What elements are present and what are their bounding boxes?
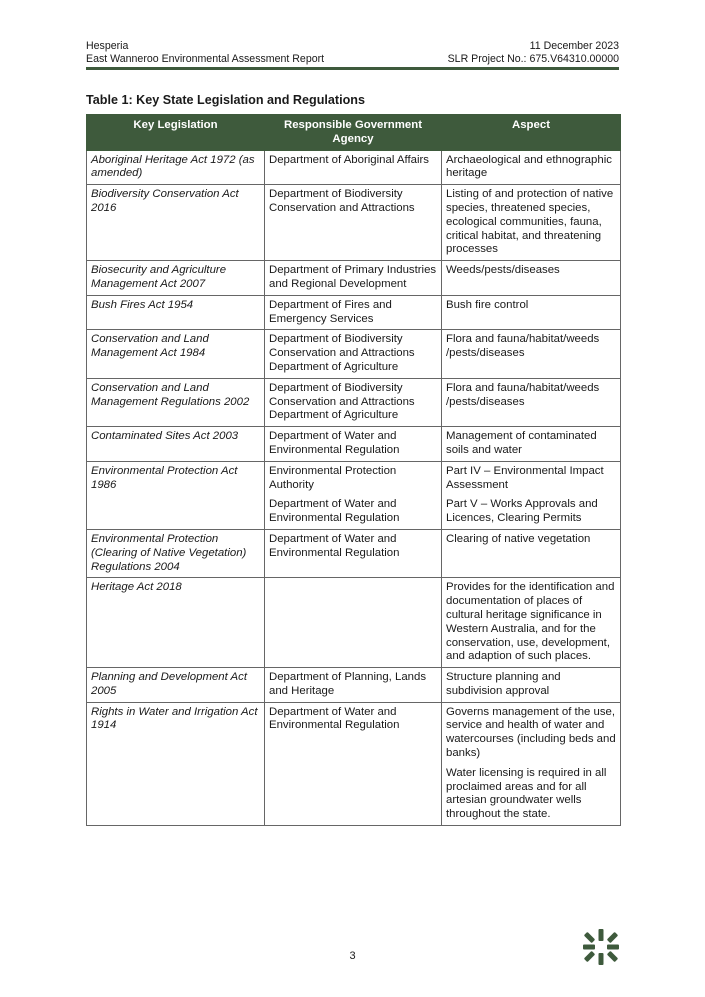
- legislation-cell: Rights in Water and Irrigation Act 1914: [87, 702, 265, 825]
- agency-cell: [265, 295, 442, 330]
- legislation-cell: Contaminated Sites Act 2003: [87, 427, 265, 462]
- agency-cell: [265, 578, 442, 668]
- agency-paragraph: Department of Aboriginal Affairs: [269, 153, 429, 166]
- aspect-paragraph: Management of contaminated soils and water: [446, 430, 597, 456]
- aspect-paragraph: Bush fire control: [446, 298, 529, 311]
- aspect-cell: [442, 578, 621, 668]
- legislation-cell: Conservation and Land Management Regulations 2002: [87, 378, 265, 426]
- aspect-paragraph: Governs management of the use, service and health of water and watercourses (including beds and banks): [446, 705, 616, 760]
- agency-cell: [265, 668, 442, 703]
- agency-paragraph: Department of Biodiversity Conservation and Attractions Department of Agriculture: [269, 381, 415, 422]
- aspect-paragraph: Structure planning and subdivision approval: [446, 671, 561, 697]
- aspect-cell: [442, 295, 621, 330]
- agency-cell: [265, 427, 442, 462]
- aspect-paragraph: Provides for the identification and documentation of places of cultural heritage significance in Western Australia, and for the conservation, use, development, and adaption of such places.: [446, 581, 615, 663]
- page-number: 3: [349, 950, 356, 962]
- table-header-row: [87, 115, 621, 151]
- agency-cell: [265, 150, 442, 185]
- agency-paragraph: Department of Primary Industries and Regional Development: [269, 264, 437, 290]
- table-title: Table 1: Key State Legislation and Regulations: [86, 93, 365, 107]
- header-date: 11 December 2023: [529, 40, 619, 52]
- table-row: [87, 150, 621, 185]
- agency-paragraph: Environmental Protection Authority: [269, 464, 397, 491]
- agency-paragraph: Department of Water and Environmental Regulation: [269, 705, 400, 732]
- column-header-aspect: Aspect: [442, 115, 621, 151]
- aspect-paragraph: Weeds/pests/diseases: [446, 264, 560, 277]
- column-header-agency: Responsible Government Agency: [265, 115, 442, 151]
- table-row: [87, 668, 621, 703]
- legislation-cell: Bush Fires Act 1954: [87, 295, 265, 330]
- agency-paragraph: Department of Biodiversity Conservation and Attractions: [269, 188, 415, 214]
- aspect-cell: [442, 529, 621, 577]
- legislation-cell: Aboriginal Heritage Act 1972 (as amended): [87, 150, 265, 185]
- agency-cell: [265, 378, 442, 426]
- header-report-title: East Wanneroo Environmental Assessment Report: [86, 53, 325, 65]
- aspect-cell: [442, 150, 621, 185]
- legislation-cell: Conservation and Land Management Act 1984: [87, 330, 265, 378]
- aspect-paragraph: Part IV – Environmental Impact Assessment: [446, 464, 604, 491]
- table-row: [87, 702, 621, 825]
- table-row: [87, 261, 621, 296]
- agency-cell: [265, 702, 442, 825]
- aspect-paragraph: Archaeological and ethnographic heritage: [446, 153, 612, 180]
- aspect-cell: [442, 427, 621, 462]
- agency-paragraph: Department of Biodiversity Conservation and Attractions Department of Agriculture: [269, 333, 415, 373]
- slr-logo-icon: [582, 928, 620, 966]
- header-divider: [86, 67, 619, 70]
- page-header: [86, 40, 619, 66]
- table-row: [87, 185, 621, 261]
- aspect-cell: [442, 185, 621, 261]
- table-row: [87, 529, 621, 577]
- agency-paragraph: Department of Fires and Emergency Services: [269, 298, 392, 325]
- legislation-cell: Biosecurity and Agriculture Management Act 2007: [87, 261, 265, 296]
- aspect-paragraph: Water licensing is required in all proclaimed areas and for all artesian groundwater wells throughout the state.: [446, 766, 607, 821]
- table-row: [87, 295, 621, 330]
- aspect-cell: [442, 378, 621, 426]
- legislation-cell: Environmental Protection Act 1986: [87, 461, 265, 529]
- aspect-cell: [442, 702, 621, 825]
- table-row: [87, 330, 621, 378]
- header-project-number: SLR Project No.: 675.V64310.00000: [447, 53, 619, 65]
- table-row: [87, 427, 621, 462]
- agency-cell: [265, 529, 442, 577]
- agency-cell: [265, 330, 442, 378]
- legislation-cell: Biodiversity Conservation Act 2016: [87, 185, 265, 261]
- aspect-cell: [442, 330, 621, 378]
- legislation-cell: Environmental Protection (Clearing of Native Vegetation) Regulations 2004: [87, 529, 265, 577]
- table-row: [87, 378, 621, 426]
- agency-cell: [265, 261, 442, 296]
- table-row: [87, 461, 621, 529]
- aspect-paragraph: Listing of and protection of native species, threatened species, ecological communities, fauna, critical habitat, and threatening processes: [446, 188, 614, 256]
- agency-cell: [265, 461, 442, 529]
- agency-paragraph: Department of Water and Environmental Regulation: [269, 532, 400, 559]
- legislation-cell: Heritage Act 2018: [87, 578, 265, 668]
- header-client: Hesperia: [86, 40, 129, 52]
- aspect-paragraph: Flora and fauna/habitat/weeds /pests/diseases: [446, 333, 600, 360]
- legislation-cell: Planning and Development Act 2005: [87, 668, 265, 703]
- agency-paragraph: Department of Planning, Lands and Heritage: [269, 671, 427, 697]
- agency-cell: [265, 185, 442, 261]
- aspect-cell: [442, 261, 621, 296]
- aspect-paragraph: Flora and fauna/habitat/weeds /pests/diseases: [446, 381, 600, 408]
- table-row: [87, 578, 621, 668]
- column-header-legislation: Key Legislation: [87, 115, 265, 151]
- aspect-paragraph: Clearing of native vegetation: [446, 532, 591, 545]
- aspect-cell: [442, 461, 621, 529]
- aspect-cell: [442, 668, 621, 703]
- legislation-table: [86, 114, 621, 826]
- agency-paragraph: Department of Water and Environmental Regulation: [269, 498, 400, 525]
- agency-paragraph: Department of Water and Environmental Regulation: [269, 430, 400, 456]
- aspect-paragraph: Part V – Works Approvals and Licences, Clearing Permits: [446, 498, 598, 525]
